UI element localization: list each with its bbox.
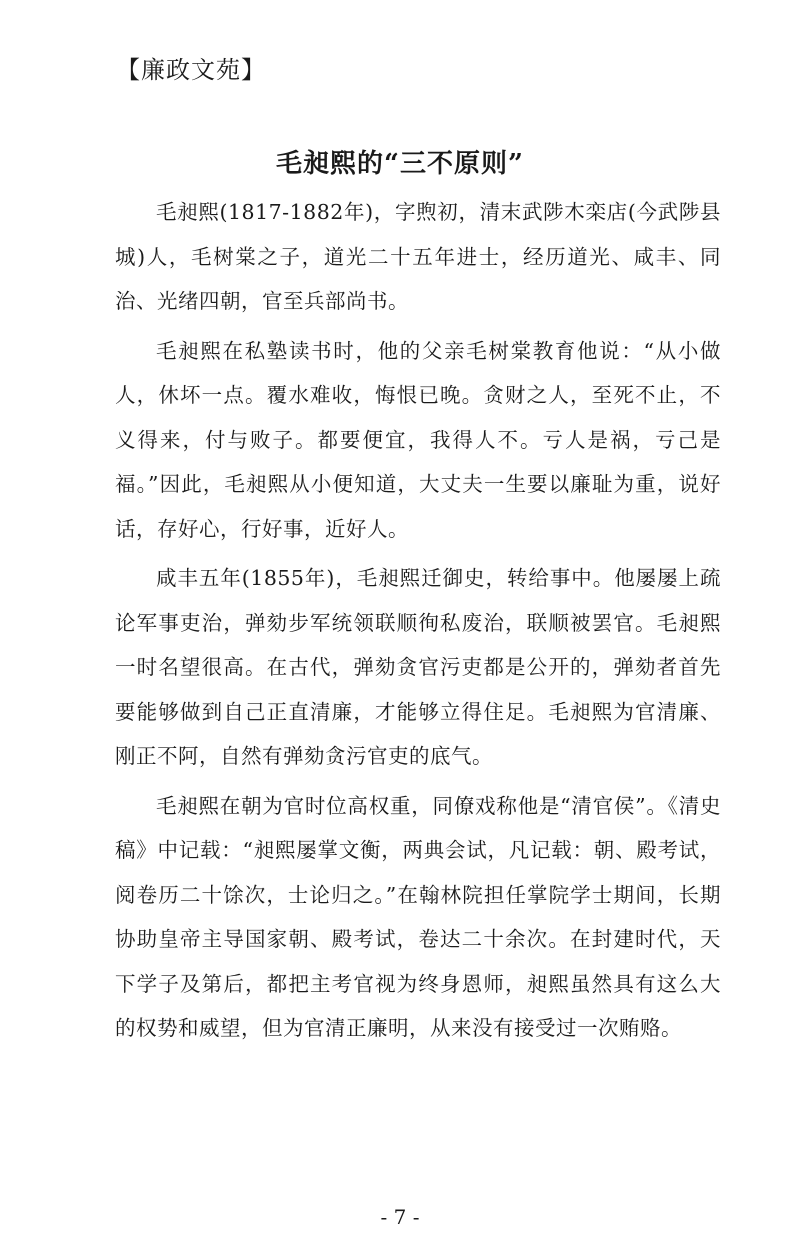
paragraph-3: 咸丰五年(1855年)，毛昶熙迁御史，转给事中。他屡屡上疏论军事吏治，弹劾步军统领联顺徇私废治，联顺被罢官。毛昶熙一时名望很高。在古代，弹劾贪官污吏都是公开的，弹劾者首先要能够做到自己正直清廉，才能够立得住足。毛昶熙为官清廉、刚正不阿，自然有弹劾贪污官吏的底气。 (115, 566, 721, 768)
paragraph-4: 毛昶熙在朝为官时位高权重，同僚戏称他是“清官侯”。《清史稿》中记载：“昶熙屡掌文衡，两典会试，凡记载：朝、殿考试，阅卷历二十馀次，士论归之。”在翰林院担任掌院学士期间，长期协助皇帝主导国家朝、殿考试，卷达二十余次。在封建时代，天下学子及第后，都把主考官视为终身恩师，昶熙虽然具有这么大的权势和威望，但为官清正廉明，从来没有接受过一次贿赂。 (115, 793, 721, 1040)
column-tag: 【廉政文苑】 (116, 56, 266, 84)
paragraph-2: 毛昶熙在私塾读书时，他的父亲毛树棠教育他说：“从小做人，休坏一点。覆水难收，悔恨已晚。贪财之人，至死不止，不义得来，付与败子。都要便宜，我得人不。亏人是祸，亏己是福。”因此，毛昶熙从小便知道，大丈夫一生要以廉耻为重，说好话，存好心，行好事，近好人。 (115, 338, 721, 541)
paragraph-1: 毛昶熙(1817-1882年)，字煦初，清末武陟木栾店(今武陟县城)人，毛树棠之子，道光二十五年进士，经历道光、咸丰、同治、光绪四朝，官至兵部尚书。 (115, 200, 721, 313)
page-number: - 7 - (380, 1205, 420, 1229)
article-body (115, 190, 721, 1056)
article-title: 毛昶熙的“三不原则” (276, 149, 524, 179)
